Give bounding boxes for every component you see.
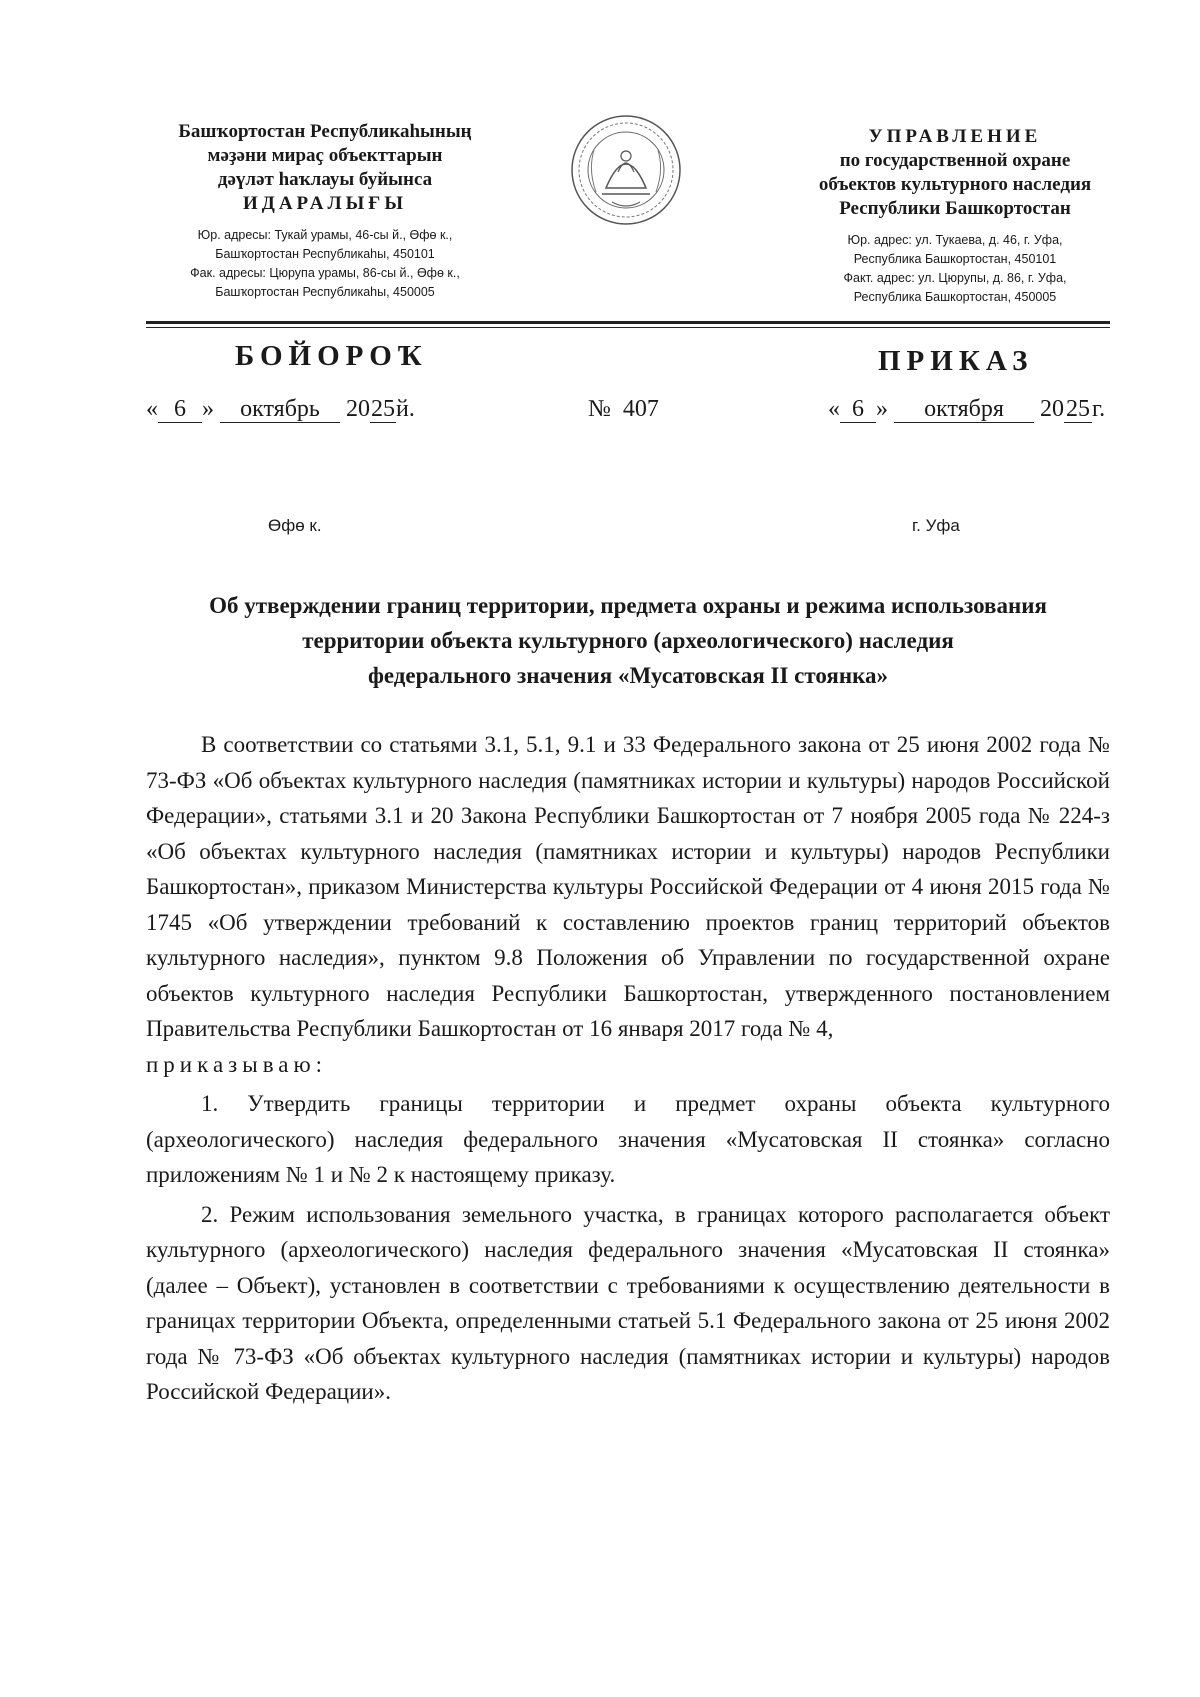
address-line: Юр. адрес: ул. Тукаева, д. 46, г. Уфа, — [847, 233, 1063, 247]
address-line: Республика Башкортостан, 450005 — [853, 290, 1057, 304]
bashkortostan-emblem-icon — [566, 110, 686, 230]
address-line: Юр. адресы: Тукай урамы, 46-сы й., Өфө к., — [197, 228, 453, 242]
quote-open: « — [146, 396, 158, 422]
preamble-text: В соответствии со статьями 3.1, 5.1, 9.1 и 33 Федерального закона от 25 июня 2002 года № 73-ФЗ «Об объектах культурного наследия (памятниках истории и культуры) народов Российской Федерации», статьями 3.1 и 20 Закона Республики Башкортостан от 7 ноября 2005 года № 224-з «Об объектах культурного наследия (памятниках истории и культуры) народов Республики Башкортостан», приказом Министерства культуры Российской Федерации от 4 июня 2015 года № 1745 «Об утверждении требований к составлению проектов границ территорий объектов культурного наследия», пунктом 9.8 Положения об Управлении по государственной охране объектов культурного наследия Республики Башкортостан, утвержденного постановлением Правительства Республики Башкортостан от 16 января 2017 года № 4, — [146, 732, 1110, 1041]
org-name-line: по государственной охране — [839, 150, 1071, 171]
org-name-line: Башҡортостан Республикаһының — [178, 121, 472, 142]
preamble-paragraph — [146, 727, 1110, 1082]
date-year-suffix: 25 — [1066, 396, 1090, 422]
org-address — [775, 231, 1135, 307]
title-line: федерального значения «Мусатовская II стоянка» — [367, 663, 889, 688]
address-line: Факт. адрес: ул. Цюрупы, д. 86, г. Уфа, — [843, 271, 1067, 285]
title-line: Об утверждении границ территории, предмета охраны и режима использования — [209, 593, 1047, 618]
date-month: октябрь — [220, 396, 340, 423]
date-year-prefix: 20 — [1040, 396, 1064, 422]
address-line: Фак. адресы: Цюрупа урамы, 86-сы й., Өфө к., — [190, 266, 460, 280]
date-day: 6 — [158, 396, 202, 423]
date-year-prefix: 20 — [346, 396, 370, 422]
header-divider-thin — [146, 327, 1110, 328]
org-name-line: мәҙәни мираҫ объекттарын — [207, 145, 443, 166]
order-item-2: 2. Режим использования земельного участка, в границах которого располагается объект культурного (археологического) наследия федерального значения «Мусатовская II стоянка» (далее – Объект), установлен в соответствии с требованиями к осуществлению деятельности в границах территории Объекта, определенными статьей 5.1 Федерального закона от 25 июня 2002 года № 73-ФЗ «Об объектах культурного наследия (памятниках истории и культуры) народов Российской Федерации». — [146, 1201, 1110, 1404]
header-right-russian — [775, 125, 1135, 307]
org-name-line: объектов культурного наследия — [818, 174, 1092, 195]
date-day: 6 — [840, 396, 876, 423]
quote-close: » — [876, 396, 888, 422]
order-word: приказываю: — [146, 1051, 328, 1077]
document-body — [146, 727, 1110, 1410]
date-month: октября — [894, 396, 1034, 423]
date-year-unit: й. — [396, 396, 415, 422]
org-name-line: Республики Башкортостан — [839, 198, 1071, 219]
header-left-bashkir — [130, 120, 520, 302]
quote-close: » — [202, 396, 214, 422]
document-title — [146, 588, 1110, 693]
org-name-line: дәүләт һаҡлауы буйынса — [217, 169, 433, 190]
address-line: Республика Башкортостан, 450101 — [853, 252, 1057, 266]
org-name-line: УПРАВЛЕНИЕ — [868, 126, 1042, 147]
order-item-1: 1. Утвердить границы территории и предмет охраны объекта культурного (археологического) наследия федерального значения «Мусатовская II стоянка» согласно приложениям № 1 и № 2 к настоящему приказу. — [146, 1091, 1110, 1187]
order-number — [588, 396, 659, 423]
org-name-line: ИДАРАЛЫҒЫ — [242, 193, 408, 214]
date-russian — [828, 396, 1105, 423]
quote-open: « — [828, 396, 840, 422]
number-value: 407 — [622, 396, 659, 422]
title-line: территории объекта культурного (археологического) наследия — [302, 628, 954, 653]
number-sign: № — [588, 396, 611, 422]
address-line: Башҡортостан Республикаһы, 450005 — [215, 285, 435, 299]
date-bashkir — [146, 396, 415, 423]
header-divider-thick — [146, 321, 1110, 324]
city-russian: г. Уфа — [912, 516, 960, 535]
date-year-suffix: 25 — [371, 396, 395, 422]
doc-type-bashkir: БОЙОРОҠ — [235, 340, 428, 372]
city-bashkir: Өфө к. — [268, 516, 322, 535]
address-line: Башҡортостан Республикаһы, 450101 — [215, 247, 435, 261]
org-address — [130, 226, 520, 302]
doc-type-russian: ПРИКАЗ — [878, 345, 1034, 377]
date-year-unit: г. — [1092, 396, 1106, 422]
